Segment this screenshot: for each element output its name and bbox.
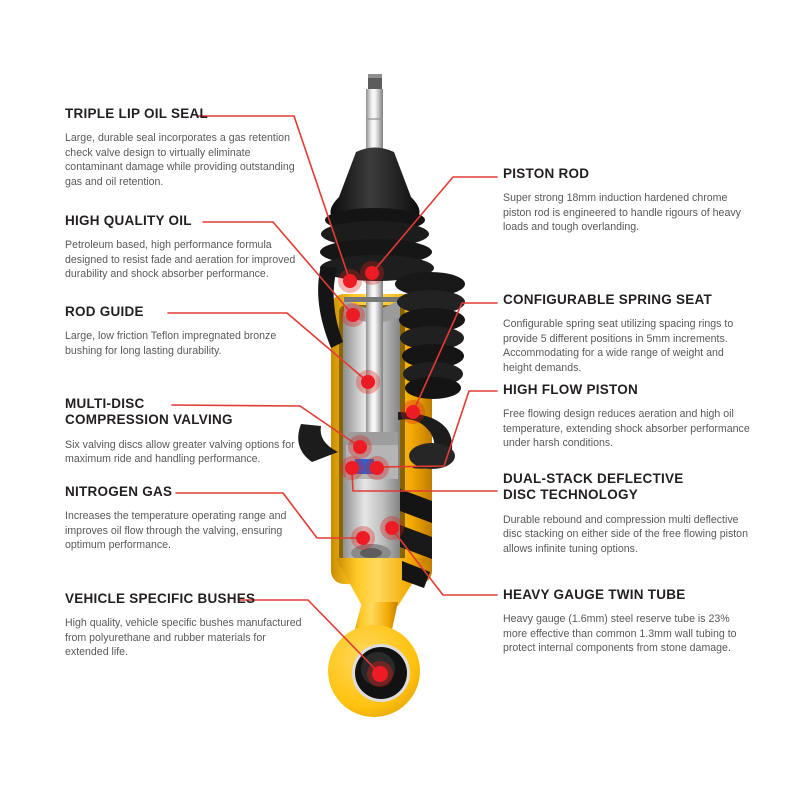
callout-piston-rod <box>503 166 755 235</box>
callout-title: VEHICLE SPECIFIC BUSHES <box>65 591 256 606</box>
callout-body: Large, durable seal incorporates a gas retention check valve design to virtually eliminate contaminant damage while providing outstanding gas and oil retention. <box>65 132 295 188</box>
callout-title: ROD GUIDE <box>65 304 144 319</box>
callout-title: PISTON ROD <box>503 166 590 181</box>
dot-piston-rod <box>360 261 384 285</box>
dot-triple-lip-oil-seal <box>338 269 362 293</box>
callout-multi-disc-compression-valving <box>65 396 305 467</box>
dot-spring-seat <box>401 400 425 424</box>
callout-vehicle-specific-bushes <box>65 591 305 660</box>
dot-nitrogen-gas <box>351 526 375 550</box>
callout-title: HIGH QUALITY OIL <box>65 213 192 228</box>
callout-high-quality-oil <box>65 213 305 282</box>
callout-title: CONFIGURABLE SPRING SEAT <box>503 292 713 307</box>
callout-body: Petroleum based, high performance formula designed to resist fade and aeration for improved durability and shock absorber performance. <box>65 239 296 281</box>
callout-triple-lip-oil-seal <box>65 106 305 189</box>
callout-nitrogen-gas <box>65 484 305 553</box>
callout-body: Durable rebound and compression multi deflective disc stacking on either side of the free flowing piston allows infinite tuning options. <box>503 513 748 555</box>
spring-seat-spacer-rings <box>400 489 432 588</box>
callout-body: Free flowing design reduces aeration and high oil temperature, extending shock absorber performance under harsh conditions. <box>503 408 750 450</box>
dot-multi-disc <box>348 435 372 459</box>
piston-rod-top <box>366 74 383 157</box>
callout-body: Super strong 18mm induction hardened chrome piston rod is engineered to handle rigours of heavy loads and tough overlanding. <box>503 192 741 234</box>
callout-heavy-gauge-twin-tube <box>503 587 755 656</box>
callout-title: HIGH FLOW PISTON <box>503 382 638 397</box>
dot-dual-stack-left <box>340 456 364 480</box>
callout-title: MULTI-DISC COMPRESSION VALVING <box>65 396 233 428</box>
callout-body: High quality, vehicle specific bushes manufactured from polyurethane and rubber materials for extended life. <box>65 617 302 659</box>
dot-heavy-gauge <box>380 516 404 540</box>
callout-title: HEAVY GAUGE TWIN TUBE <box>503 587 686 602</box>
callout-rod-guide <box>65 304 305 358</box>
callout-body: Six valving discs allow greater valving options for maximum ride and handling performance. <box>65 438 295 466</box>
dot-vehicle-bushes <box>367 661 393 687</box>
callout-body: Configurable spring seat utilizing spacing rings to provide 5 different positions in 5mm increments. Accommodating for a wide range of weight and height demands. <box>503 318 734 374</box>
callout-configurable-spring-seat <box>503 292 755 375</box>
dot-rod-guide <box>356 370 380 394</box>
callout-high-flow-piston <box>503 382 755 451</box>
callout-title: DUAL-STACK DEFLECTIVE DISC TECHNOLOGY <box>503 471 684 503</box>
callout-body: Heavy gauge (1.6mm) steel reserve tube is 23% more effective than common 1.3mm wall tubing to protect internal components from stone damage. <box>503 613 737 655</box>
callout-dual-stack-deflective-disc <box>503 471 755 556</box>
callout-title: TRIPLE LIP OIL SEAL <box>65 106 209 121</box>
callout-body: Increases the temperature operating range and improves oil flow through the valving, ensuring optimum performance. <box>65 510 287 552</box>
dot-high-flow-piston <box>365 456 389 480</box>
dot-high-quality-oil <box>341 303 365 327</box>
callout-title: NITROGEN GAS <box>65 484 173 499</box>
callout-body: Large, low friction Teflon impregnated bronze bushing for long lasting durability. <box>65 330 277 357</box>
